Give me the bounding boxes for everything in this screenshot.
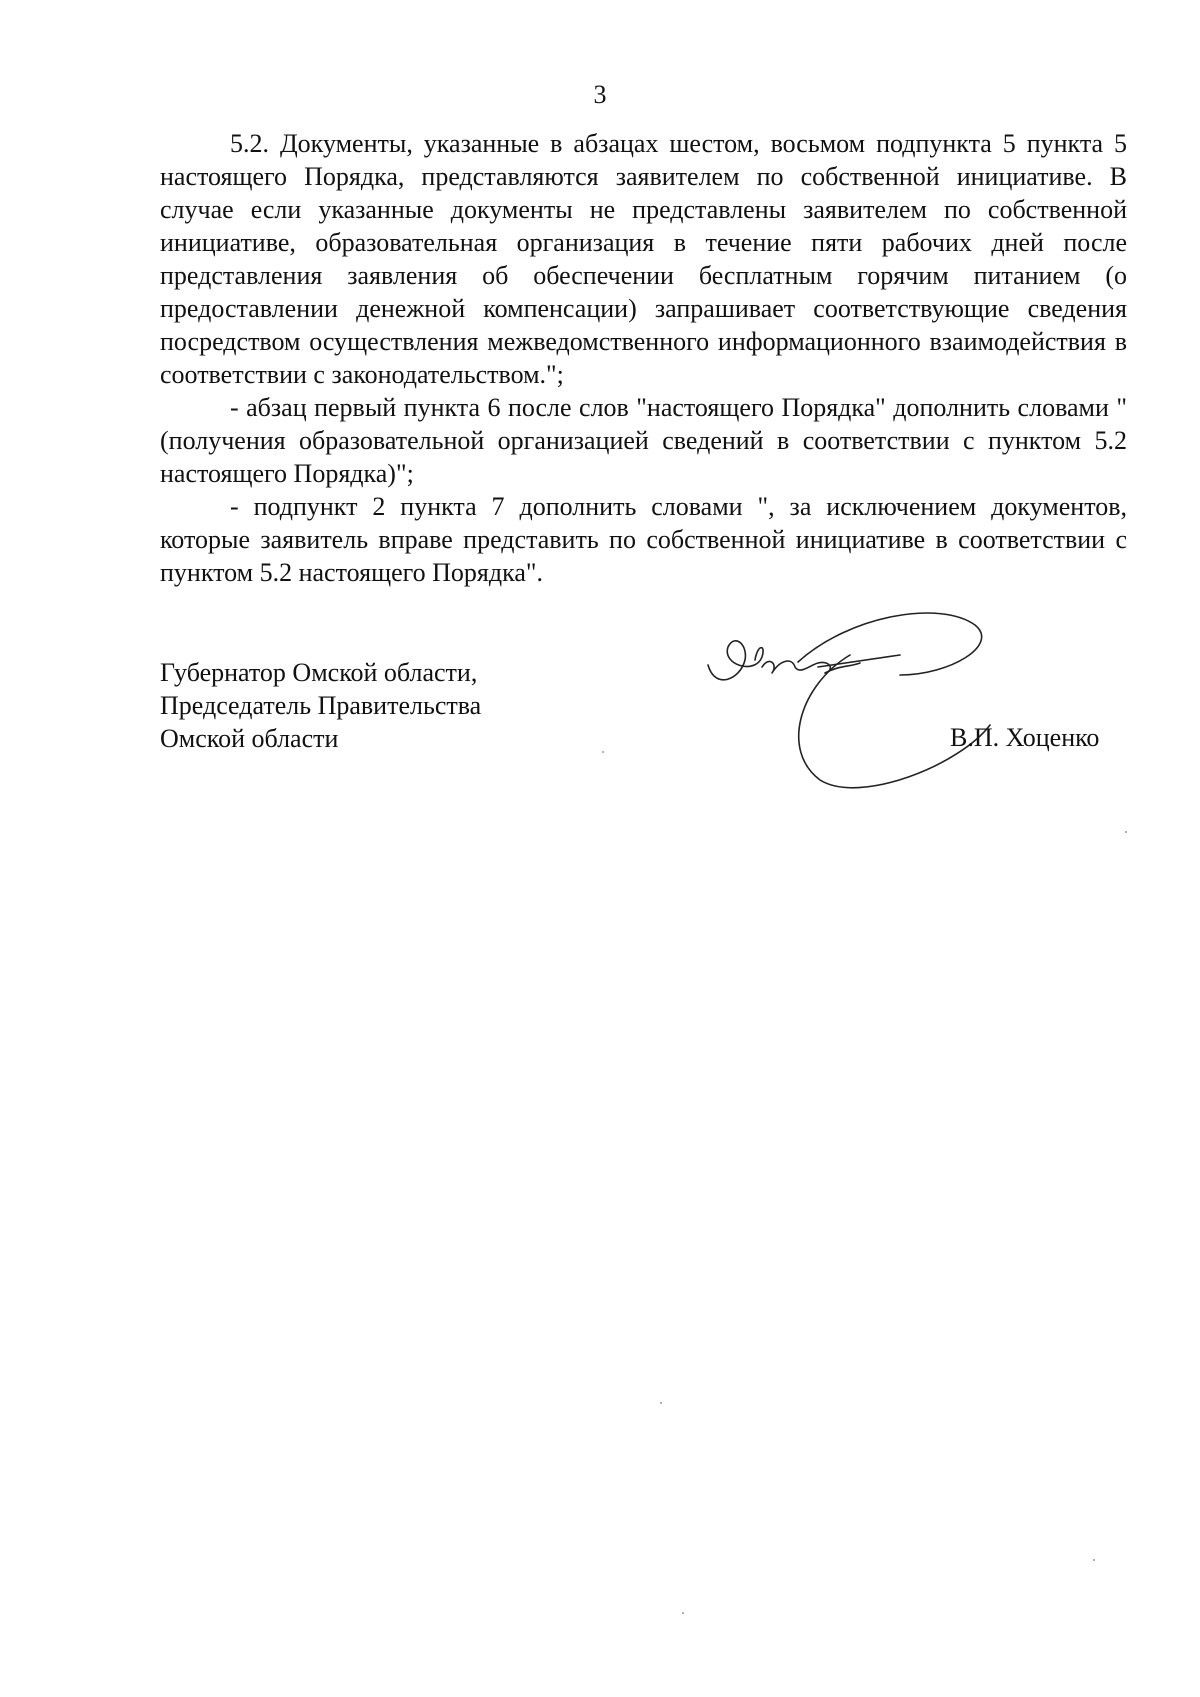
- signatory-name: В.П. Хоценко: [950, 723, 1100, 752]
- scan-speck: [1093, 1559, 1095, 1561]
- signatory-position-line-3: Омской области: [160, 724, 339, 753]
- scan-speck: [682, 1612, 684, 1614]
- scan-speck: [660, 1402, 662, 1404]
- scan-speck: [602, 751, 604, 753]
- scan-speck: [1125, 831, 1127, 833]
- signature-initial-stroke: [708, 641, 763, 680]
- signature-underline-stroke: [818, 655, 900, 667]
- signatory-position: [160, 656, 760, 755]
- handwritten-signature: [700, 605, 1100, 805]
- paragraph-amend-point-6: - абзац первый пункта 6 после слов "настоящего Порядка" дополнить словами "(получения образовательной организацией сведений в соответствии с пунктом 5.2 настоящего Порядка)";: [160, 393, 1127, 488]
- paragraph-amend-point-7: - подпункт 2 пункта 7 дополнить словами ", за исключением документов, которые заявитель вправе представить по собственной инициативе в соответствии с пунктом 5.2 настоящего Порядка".: [160, 492, 1127, 587]
- paragraph-5-2: 5.2. Документы, указанные в абзацах шестом, восьмом подпункта 5 пункта 5 настоящего Порядка, представляются заявителем по собственной инициативе. В случае если указанные документы не представлены заявителем по собственной инициативе, образовательная организация в течение пяти рабочих дней после представления заявления об обеспечении бесплатным горячим питанием (о предоставлении денежной компенсации) запрашивает соответствующие сведения посредством осуществления межведомственного информационного взаимодействия в соответствии с законодательством.";: [160, 129, 1127, 389]
- page-number: 3: [593, 80, 607, 109]
- signatory-position-line-1: Губернатор Омской области,: [160, 658, 478, 687]
- document-body: [160, 127, 1127, 589]
- signatory-position-line-2: Председатель Правительства: [160, 691, 482, 720]
